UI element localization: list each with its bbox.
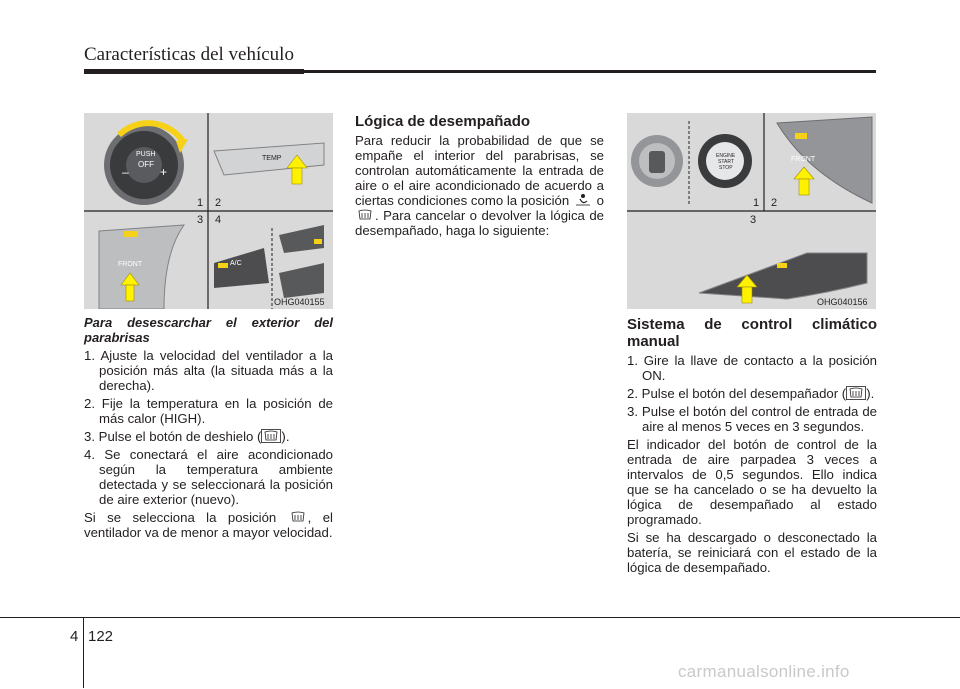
figure-label-2: 2 [771, 197, 778, 209]
figure-knob-plus: + [160, 165, 168, 179]
figure-label-3: 3 [750, 214, 757, 226]
list-item-text-end: ). [281, 429, 290, 444]
header-rule-accent [84, 69, 304, 74]
paragraph-text-or: o [596, 193, 604, 208]
paragraph [84, 510, 333, 540]
figure-front-label: FRONT [791, 156, 816, 163]
paragraph [355, 133, 604, 238]
figure-left-illustration [84, 113, 333, 309]
footer-rule [0, 617, 960, 618]
left-column [84, 315, 333, 543]
paragraph-text-end: , el ventilador va de menor a mayor velocidad. [84, 510, 333, 540]
list-item-text: 3. Pulse el botón de deshielo ( [84, 429, 262, 444]
list-item [84, 429, 333, 444]
figure-right [627, 113, 876, 309]
windshield-defrost-icon [261, 429, 281, 443]
middle-column [355, 113, 604, 241]
figure-knob-minus: – [122, 165, 129, 179]
figure-start-line3: STOP [719, 165, 733, 171]
windshield-defrost-icon [846, 386, 866, 400]
figure-right-illustration [627, 113, 876, 309]
section-title-manual-climate: Sistema de control climático manual [627, 316, 877, 350]
paragraph-text-end: . Para cancelar o devolver la lógica de desempañado, haga lo siguiente: [355, 208, 604, 238]
figure-label-4: 4 [215, 214, 222, 226]
footer-divider [83, 618, 84, 688]
paragraph: El indicador del botón de control de la entrada de aire parpadea 3 veces a intervalos de 0,5 segundos. Ello indica que se ha cancelado o se ha devuelto la lógica de desempañado al estado programado. [627, 437, 877, 527]
figure-temp-label: TEMP [262, 155, 282, 162]
figure-label-1: 1 [753, 197, 760, 209]
figure-start-line2: START [718, 159, 734, 165]
list-item: 4. Se conectará el aire acondicionado según la temperatura ambiente detectada y se seleccionará la posición de aire exterior (nuevo). [84, 447, 333, 507]
list-item-text-end: ). [866, 386, 875, 401]
windshield-defrost-icon [355, 208, 375, 222]
figure-label-1: 1 [197, 197, 204, 209]
paragraph-text: Si se selecciona la posición [84, 510, 277, 525]
paragraph: Si se ha descargado o desconectado la batería, se reiniciará con el estado de la lógica de desempañado. [627, 530, 877, 575]
section-title-defog-logic: Lógica de desempañado [355, 113, 531, 130]
figure-ac-label: A/C [230, 260, 242, 267]
list-item: 2. Fije la temperatura en la posición de más calor (HIGH). [84, 396, 333, 426]
figure-knob-line1: PUSH [136, 151, 156, 158]
figure-label-2: 2 [215, 197, 222, 209]
figure-front-label: FRONT [118, 261, 143, 268]
figure-code: OHG040156 [817, 297, 868, 307]
figure-code: OHG040155 [274, 297, 325, 307]
list-item: 3. Pulse el botón del control de entrada de aire al menos 5 veces en 3 segundos. [627, 404, 877, 434]
figure-left [84, 113, 333, 309]
list-item [627, 386, 877, 401]
chapter-number: 4 [70, 628, 79, 645]
list-item-text: 2. Pulse el botón del desempañador ( [627, 386, 847, 401]
page-number: 122 [88, 628, 114, 645]
watermark: carmanualsonline.info [678, 662, 850, 681]
figure-label-3: 3 [197, 214, 204, 226]
subhead-defrost-exterior: Para desescarchar el exterior del parabrisas [84, 315, 333, 345]
list-item: 1. Ajuste la velocidad del ventilador a la posición más alta (la situada más a la derecha). [84, 348, 333, 393]
figure-start-line1: ENGINE [716, 153, 736, 159]
figure-knob-line2: OFF [138, 160, 154, 169]
page-header-title: Características del vehículo [84, 44, 294, 65]
fan-floor-defrost-icon [573, 193, 593, 207]
list-item: 1. Gire la llave de contacto a la posición ON. [627, 353, 877, 383]
right-column [627, 316, 877, 578]
windshield-defrost-icon [288, 510, 308, 524]
paragraph-text: Para reducir la probabilidad de que se empañe el interior del parabrisas, se controlan automáticamente la entrada de aire o el aire acondicionado de acuerdo a ciertas condiciones como la posición [355, 133, 604, 208]
